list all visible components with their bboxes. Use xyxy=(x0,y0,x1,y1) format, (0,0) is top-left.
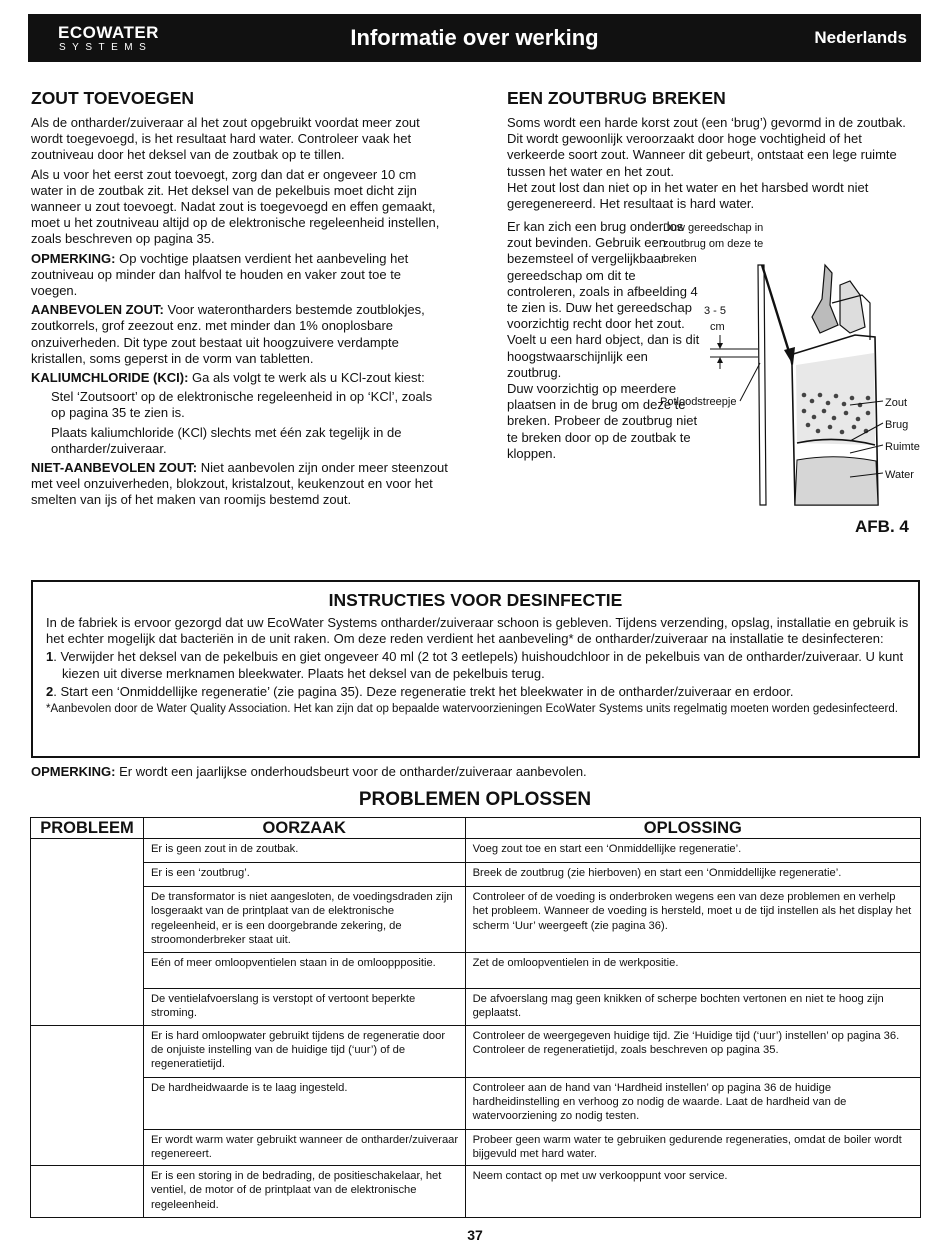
solution-cell: Probeer geen warm water te gebruiken gedurende regeneraties, omdat de boiler wordt bijgevuld met hard water. xyxy=(465,1129,920,1166)
figure-label-space: Ruimte xyxy=(885,441,920,453)
cause-cell: De hardheidwaarde is te laag ingesteld. xyxy=(143,1077,465,1129)
table-row xyxy=(31,989,921,1026)
page-number: 37 xyxy=(467,1227,483,1243)
brand-logo-subtitle: SYSTEMS xyxy=(59,42,153,53)
solution-cell: Controleer of de voeding is onderbroken wegens een van deze problemen en verhelp het probleem. Wanneer de voeding is hersteld, moet u de tijd instellen als het display het scherm ‘Uur’ weergeeft (zie pagina 36). xyxy=(465,887,920,953)
figure-label-dimension-unit: cm xyxy=(710,321,725,333)
column-header-cause: OORZAAK xyxy=(143,818,465,839)
solution-cell: Controleer aan de hand van ‘Hardheid instellen’ op pagina 36 de huidige hardheidinstelling en verhoog zo nodig de waarde. Laat de hardheid van de watervoorziening zo nodig testen. xyxy=(465,1077,920,1129)
solution-cell: Zet de omloopventielen in de werkpositie. xyxy=(465,953,920,989)
footer-rule xyxy=(30,1217,921,1218)
disinfection-heading: INSTRUCTIES VOOR DESINFECTIE xyxy=(328,590,623,610)
cause-cell: De transformator is niet aangesloten, de voedingsdraden zijn losgeraakt van de printplaat van de elektronische regeleenheid, er is een doorgebrande zekering, de stroomonderbreker staat uit. xyxy=(143,887,465,953)
bridge-paragraph-2: Het zout lost dan niet op in het water en het harsbed wordt niet geregenereerd. Het resultaat is hard water. xyxy=(507,179,869,212)
not-recommended-salt xyxy=(31,460,449,509)
salt-tank-illustration xyxy=(700,255,890,515)
salt-note-label: OPMERKING: xyxy=(31,250,116,266)
table-row xyxy=(31,953,921,989)
solution-cell: Neem contact op met uw verkooppunt voor service. xyxy=(465,1166,920,1218)
figure-label-pencil-mark: Potloodstreepje xyxy=(660,396,737,408)
troubleshooting-heading: PROBLEMEN OPLOSSEN xyxy=(358,789,592,810)
salt-paragraph-2: Als u voor het eerst zout toevoegt, zorg dan dat er ongeveer 10 cm water in de zoutbak zit. Het deksel van de pekelbuis moet dicht zijn wanneer u zout toevoegt. Nadat zout is toegevoegd en effen gemaakt, moet u het zoutniveau altijd op de elektronische regeleenheid instellen, zoals beschreven op pagina 35. xyxy=(31,166,440,247)
cause-cell: Er is hard omloopwater gebruikt tijdens de regeneratie door de onjuiste instelling van de huidige tijd (‘uur’) of de regeneratietijd. xyxy=(143,1025,465,1077)
bridge-heading: EEN ZOUTBRUG BREKEN xyxy=(507,88,726,108)
step-2-number: 2 xyxy=(46,683,54,699)
not-recommended-label: NIET-AANBEVOLEN ZOUT: xyxy=(31,460,198,476)
solution-cell: Voeg zout toe en start een ‘Onmiddellijke regeneratie’. xyxy=(465,839,920,863)
recommended-salt xyxy=(31,302,449,367)
figure-label-salt: Zout xyxy=(885,397,908,409)
disinfection-body xyxy=(46,615,911,718)
table-header-row xyxy=(31,818,921,839)
kcl-intro xyxy=(31,370,449,386)
salt-heading: ZOUT TOEVOEGEN xyxy=(31,88,195,108)
disinfection-intro: In de fabriek is ervoor gezorgd dat uw EcoWater Systems ontharder/zuiveraar schoon is gebleven. Tijdens verzending, opslag, installatie en gebruik is het echter mogelijk dat bacteriën in de unit raken. Om deze reden verdient het aanbeveling* de ontharder/zuiveraar na installatie te desinfecteren: xyxy=(46,615,909,647)
kcl-label: KALIUMCHLORIDE (KCI): xyxy=(31,370,189,386)
bridge-section xyxy=(507,88,919,215)
step-1-text: . Verwijder het deksel van de pekelbuis en giet ongeveer 40 ml (2 tot 3 eetlepels) huishoudchloor in de pekelbuis van de ontharder/zuiveraar. U kunt kiezen uit diverse merknamen bleekwater. Plaats het deksel van de pekelbuis terug. xyxy=(53,649,904,681)
cause-cell: Er wordt warm water gebruikt wanneer de ontharder/zuiveraar regenereert. xyxy=(143,1129,465,1166)
table-row xyxy=(31,839,921,863)
disinfection-step-2 xyxy=(46,684,911,700)
not-recommended-text: Niet aanbevolen zijn onder meer steenzout met veel onzuiverheden, blokzout, kristalzout, keukenzout en voor het smelten van ijs of het maken van roomijs bestemd zout. xyxy=(31,460,448,508)
bridge-paragraph-4: Duw voorzichtig op meerdere plaatsen in de brug om deze te breken. Probeer de zoutbrug niet te breken door op de zoutbak te kloppen. xyxy=(507,381,698,461)
cause-cell: Eén of meer omloopventielen staan in de omloopppositie. xyxy=(143,953,465,989)
disinfection-footnote: *Aanbevolen door de Water Quality Association. Het kan zijn dat op bepaalde watervoorzieningen EcoWater Systems units regelmatig moeten worden gedesinfecteerd. xyxy=(46,703,898,716)
cause-cell: De ventielafvoerslang is verstopt of vertoont beperkte stroming. xyxy=(143,989,465,1026)
step-1-number: 1 xyxy=(46,649,54,665)
kcl-text: Ga als volgt te werk als u KCl-zout kiest: xyxy=(188,370,425,386)
disinfection-box xyxy=(31,580,920,758)
figure-label-dimension-value: 3 - 5 xyxy=(704,305,727,317)
brand-logo: ECOWATER xyxy=(58,23,159,42)
troubleshooting-table xyxy=(30,817,921,1218)
cause-cell: Er is een ‘zoutbrug’. xyxy=(143,863,465,887)
recommended-salt-label: AANBEVOLEN ZOUT: xyxy=(31,302,164,318)
step-2-text: . Start een ‘Onmiddellijke regeneratie’ (zie pagina 35). Deze regeneratie trekt het bleekwater in de ontharder/zuiveraar en erdoor. xyxy=(53,683,794,699)
bridge-paragraph-3: Er kan zich een brug onder los zout bevinden. Gebruik een bezemsteel of vergelijkbaar gereedschap om dit te controleren, zoals in afbeelding 4 te zien is. Duw het gereedschap voorzichtig recht door het zout. Voelt u een hard object, dan is dit hoogstwaarschijnlijk een zoutbrug. xyxy=(507,219,700,380)
figure-label-bridge: Brug xyxy=(885,419,909,431)
table-row xyxy=(31,1129,921,1166)
salt-note xyxy=(31,251,449,300)
figure-label-water: Water xyxy=(885,469,914,481)
maintenance-note-label: OPMERKING: xyxy=(31,764,116,779)
kcl-step-1: Stel ‘Zoutsoort’ op de elektronische regeleenheid in op ‘KCl’, zoals op pagina 35 te zien is. xyxy=(51,389,433,421)
recommended-salt-text: Voor waterontharders bestemde zoutblokjes, zoutkorrels, grof zeezout enz. met minder dan 1% onoplosbare onzuiverheden. Dit type zout bestaat uit hoogzuivere verdampte kristallen, soms geperst in de vorm van tabletten. xyxy=(31,302,425,366)
problem-cell-3 xyxy=(31,1166,144,1218)
disinfection-step-1 xyxy=(46,649,911,681)
column-header-solution: OPLOSSING xyxy=(465,818,920,839)
language-label: Nederlands xyxy=(814,28,907,47)
column-header-problem: PROBLEEM xyxy=(31,818,144,839)
problem-cell-2 xyxy=(31,1025,144,1166)
solution-cell: De afvoerslang mag geen knikken of scherpe bochten vertonen en niet te hoog zijn geplaatst. xyxy=(465,989,920,1026)
table-row xyxy=(31,863,921,887)
page-title: Informatie over werking xyxy=(350,25,599,50)
salt-paragraph-1: Als de ontharder/zuiveraar al het zout opgebruikt voordat meer zout wordt toegevoegd, is het resultaat hard water. Controleer vaak het zoutniveau door het deksel van de zoutbak op te tillen. xyxy=(31,115,420,163)
problem-cell-1 xyxy=(31,839,144,1026)
table-row xyxy=(31,887,921,953)
figure-label-tool: Duw gereedschap in zoutbrug om deze te breken xyxy=(663,222,764,266)
page-header-bar xyxy=(28,14,921,62)
cause-cell: Er is een storing in de bedrading, de positieschakelaar, het ventiel, de motor of de printplaat van de elektronische regeleenheid. xyxy=(143,1166,465,1218)
bridge-paragraph-1: Soms wordt een harde korst zout (een ‘brug’) gevormd in de zoutbak. Dit wordt gewoonlijk veroorzaakt door hoge vochtigheid of het verkeerde soort zout. Wanneer dit gebeurt, ontstaat een lege ruimte tussen het water en het zout. xyxy=(507,115,906,179)
kcl-step-2: Plaats kaliumchloride (KCl) slechts met één zak tegelijk in de ontharder/zuiveraar. xyxy=(51,424,402,456)
maintenance-note xyxy=(31,764,587,780)
solution-cell: Breek de zoutbrug (zie hierboven) en start een ‘Onmiddellijke regeneratie’. xyxy=(465,863,920,887)
salt-note-text: Op vochtige plaatsen verdient het aanbeveling het zoutniveau op minder dan halfvol te houden en vaker zout toe te voegen. xyxy=(31,250,409,299)
cause-cell: Er is geen zout in de zoutbak. xyxy=(143,839,465,863)
figure-caption: AFB. 4 xyxy=(855,517,909,536)
maintenance-note-text: Er wordt een jaarlijkse onderhoudsbeurt voor de ontharder/zuiveraar aanbevolen. xyxy=(115,764,587,779)
table-row xyxy=(31,1025,921,1077)
table-row xyxy=(31,1077,921,1129)
table-row xyxy=(31,1166,921,1218)
solution-cell: Controleer de weergegeven huidige tijd. Zie ‘Huidige tijd (‘uur’) instellen’ op pagina 36. Controleer de regeneratietijd, zoals beschreven op pagina 35. xyxy=(465,1025,920,1077)
salt-section xyxy=(31,88,449,512)
